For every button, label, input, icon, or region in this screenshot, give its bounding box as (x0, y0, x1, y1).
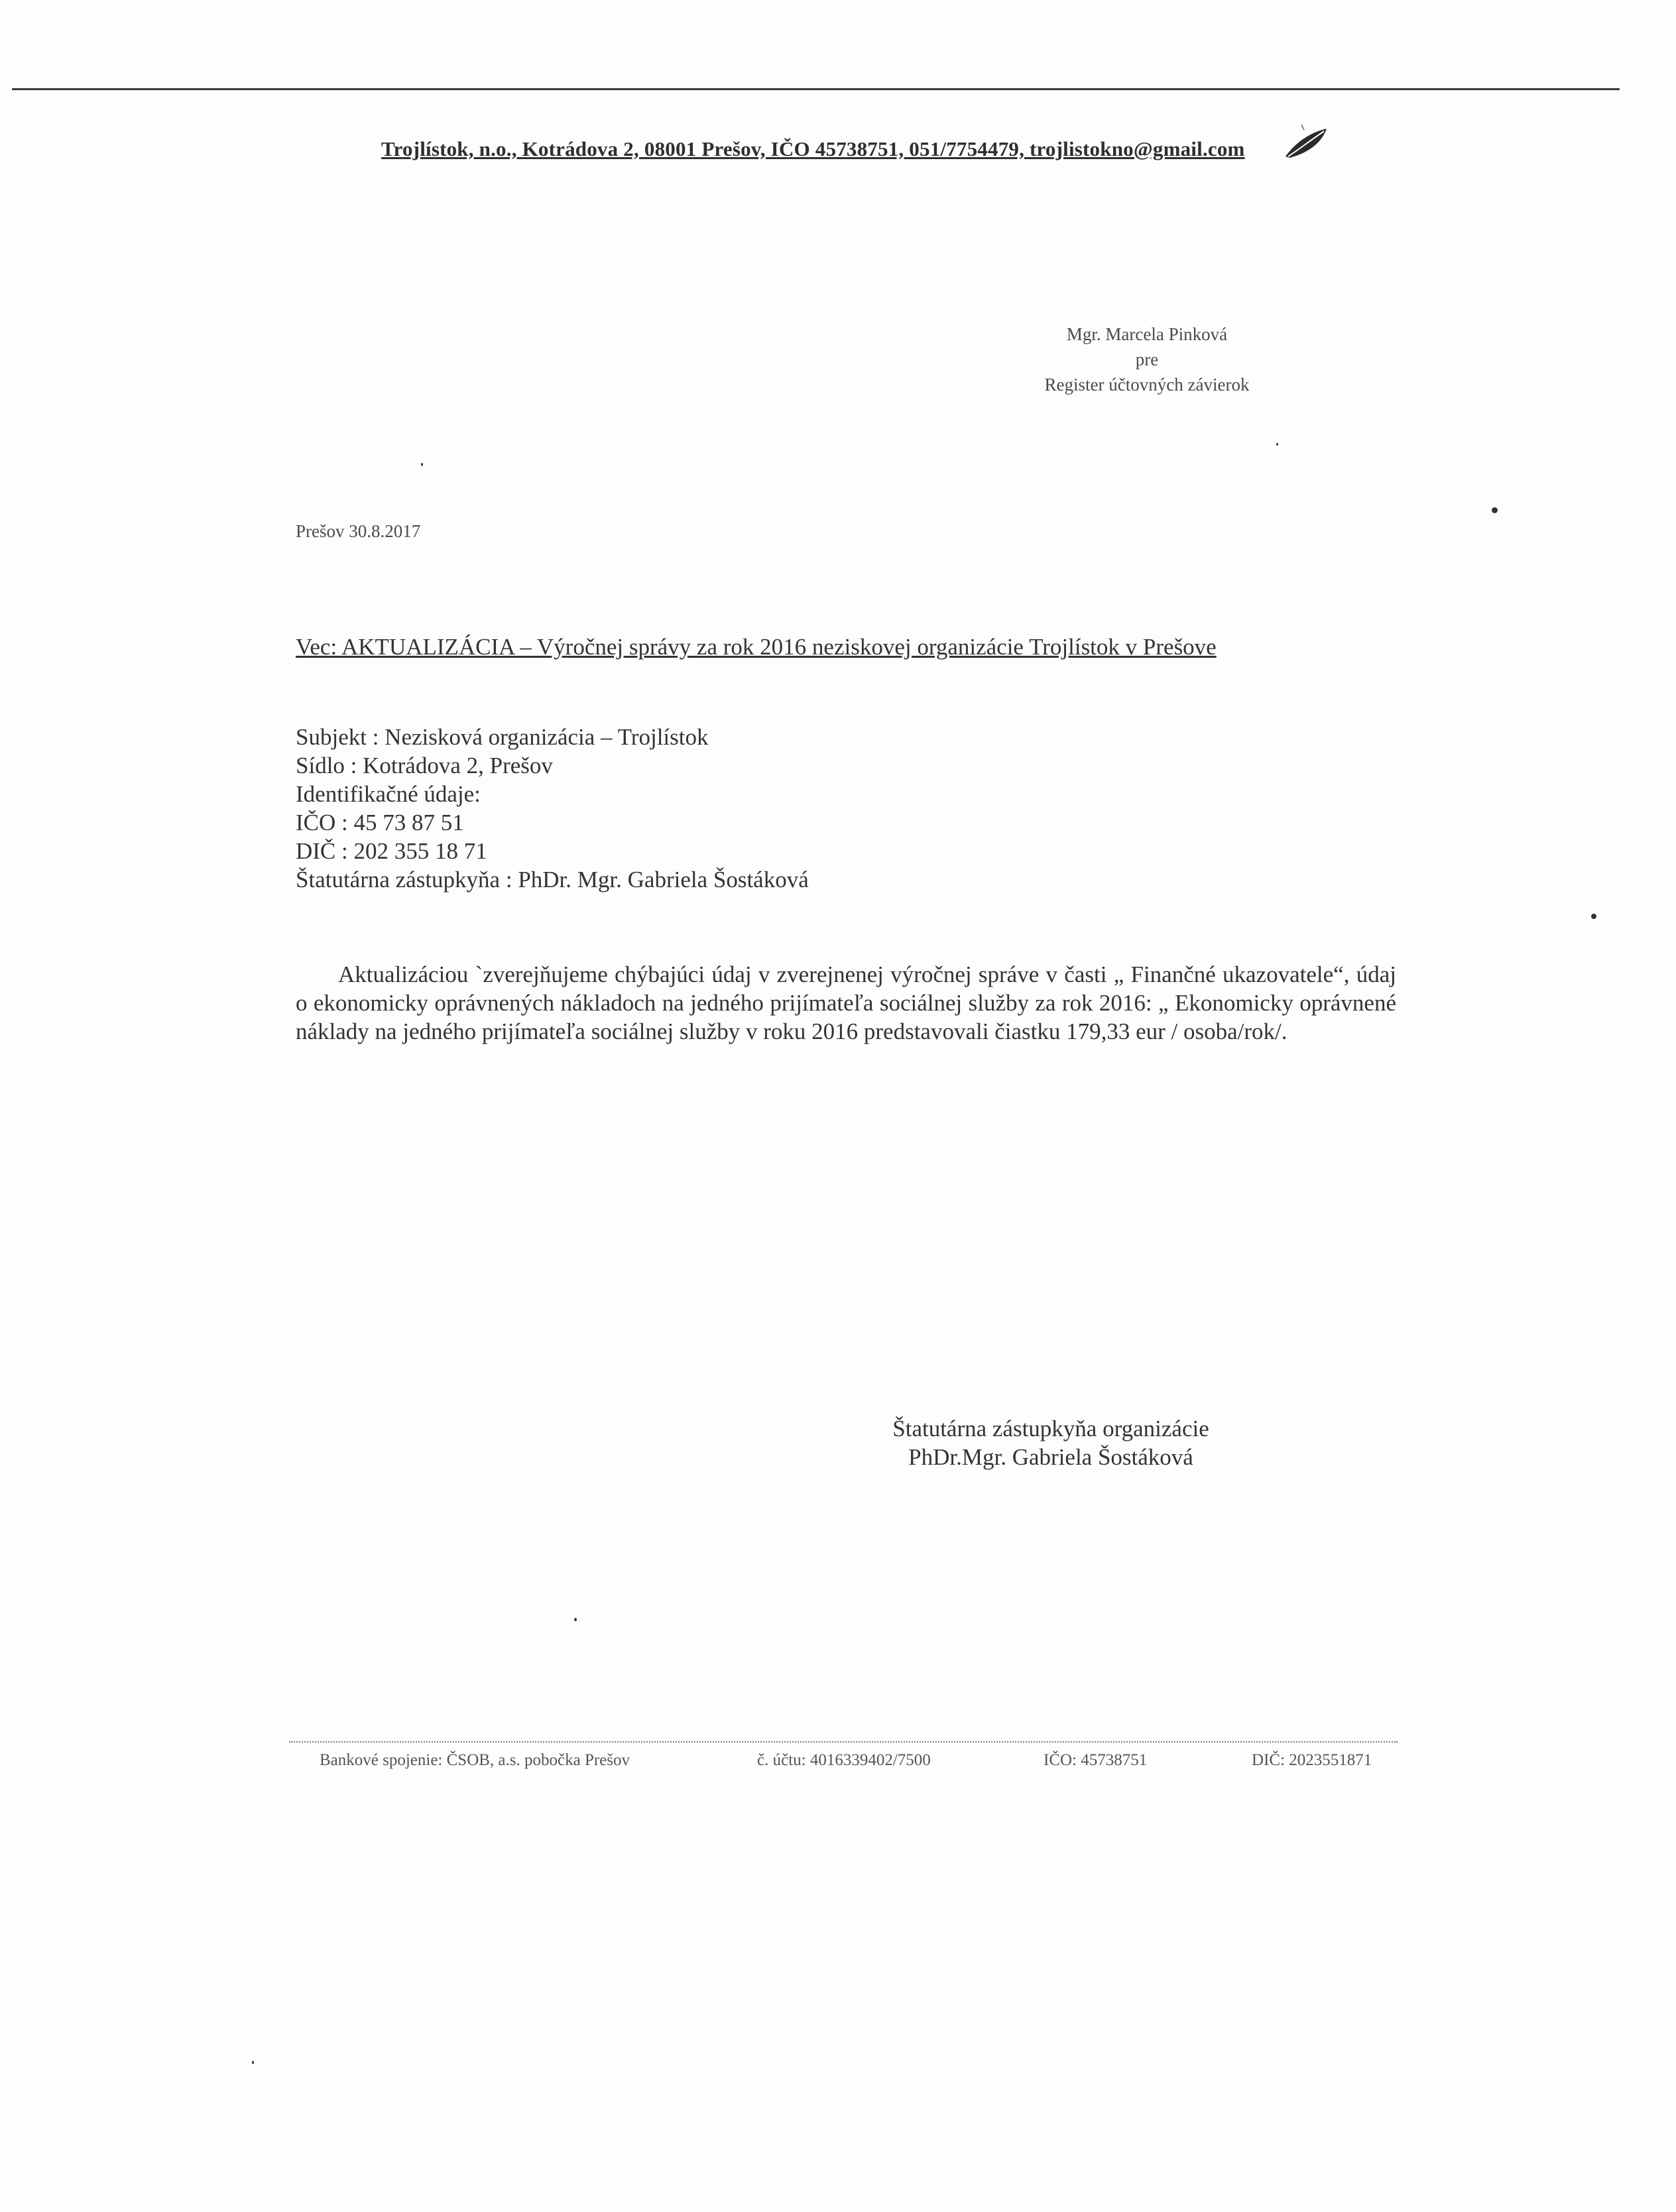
signature-block (865, 1414, 1236, 1471)
recipient-register: Register účtovných závierok (1044, 375, 1250, 395)
detail-seat: Sídlo : Kotrádova 2, Prešov (296, 753, 553, 778)
detail-identification: Identifikačné údaje: (296, 781, 481, 807)
detail-representative: Štatutárna zástupkyňa : PhDr. Mgr. Gabriela Šostáková (296, 867, 809, 892)
footer-dic: DIČ: 2023551871 (1252, 1751, 1372, 1769)
body-paragraph: Aktualizáciou `zverejňujeme chýbajúci údaj v zverejnenej výročnej správe v časti „ Finančné ukazovatele“, údaj o ekonomicky oprávnených nákladoch na jedného prijímateľa sociálnej služby za rok 2016: „ Ekonomicky oprávnené náklady na jedného prijímateľa sociálnej služby v roku 2016 predstavovali čiastku 179,33 eur / osoba/rok/. (296, 961, 1396, 1044)
signature-title: Štatutárna zástupkyňa organizácie (892, 1416, 1209, 1442)
recipient-block (981, 322, 1313, 397)
footer-account: č. účtu: 4016339402/7500 (757, 1751, 931, 1769)
date-line: Prešov 30.8.2017 (296, 521, 421, 541)
scan-speck (421, 463, 423, 466)
top-rule (12, 88, 1620, 90)
detail-dic: DIČ : 202 355 18 71 (296, 838, 487, 864)
detail-subject: Subjekt : Nezisková organizácia – Trojlístok (296, 724, 709, 750)
scan-speck (252, 2061, 254, 2064)
detail-ico: IČO : 45 73 87 51 (296, 810, 464, 835)
scan-speck (1276, 443, 1278, 446)
recipient-name: Mgr. Marcela Pinková (1066, 324, 1228, 344)
scan-speck (574, 1618, 577, 1621)
scan-speck (1591, 914, 1596, 919)
subject-line: Vec: AKTUALIZÁCIA – Výročnej správy za rok 2016 neziskovej organizácie Trojlístok v Prešove (296, 634, 1217, 660)
scan-speck (1492, 507, 1498, 513)
leaf-logo-icon (1283, 123, 1329, 163)
letterhead: Trojlístok, n.o., Kotrádova 2, 08001 Prešov, IČO 45738751, 051/7754479, trojlistokno@gmail.com (381, 137, 1245, 160)
recipient-for: pre (1135, 349, 1159, 369)
signature-name: PhDr.Mgr. Gabriela Šostáková (908, 1444, 1193, 1470)
footer-bank: Bankové spojenie: ČSOB, a.s. pobočka Prešov (320, 1751, 630, 1769)
organization-details (296, 723, 809, 894)
footer-ico: IČO: 45738751 (1044, 1751, 1148, 1769)
footer-rule (289, 1741, 1398, 1743)
